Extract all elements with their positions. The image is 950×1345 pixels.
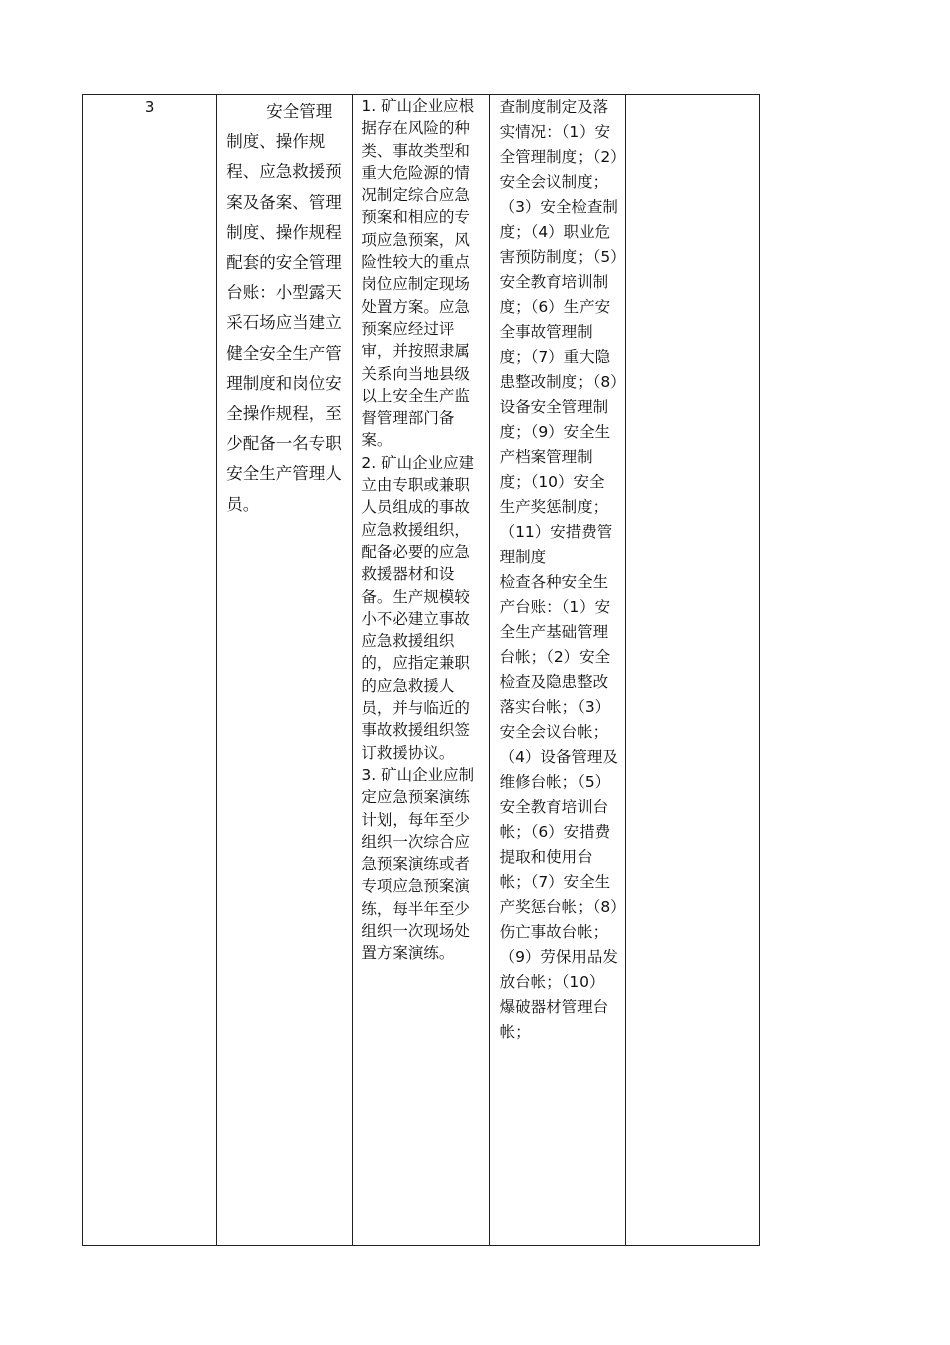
basis-item-2: 2. 矿山企业应建立由专职或兼职人员组成的事故应急救援组织，配备必要的应急救援器材和设备。生产规模较小不必建立事故应急救援组织的，应指定兼职的应急救援人员，并与临近的事故救援组织签订救援协议。 xyxy=(361,453,475,762)
inspection-table xyxy=(82,94,760,1246)
requirement-text: 安全管理制度、操作规程、应急救援预案及备案、管理制度、操作规程配套的安全管理台账：小型露天采石场应当建立健全安全生产管理制度和岗位安全操作规程，至少配备一名专职安全生产管理人员。 xyxy=(226,102,342,514)
basis-item-3: 3. 矿山企业应制定应急预案演练计划，每年至少组织一次综合应急预案演练或者专项应急预案演练，每半年至少组织一次现场处置方案演练。 xyxy=(361,765,475,963)
row-number-cell xyxy=(83,95,217,1246)
row-number: 3 xyxy=(144,98,155,116)
requirement-cell xyxy=(217,95,353,1246)
result-cell xyxy=(625,95,759,1246)
basis-cell xyxy=(353,95,489,1246)
method-item-2: 检查各种安全生产台账：（1）安全生产基础管理台帐；（2）安全检查及隐患整改落实台帐；（3）安全会议台帐；（4）设备管理及维修台帐；（5）安全教育培训台帐；（6）安措费提取和使用台帐；（7）安全生产奖惩台帐；（8）伤亡事故台帐；（9）劳保用品发放台帐；（10）爆破器材管理台帐； xyxy=(499,573,618,1041)
method-item-1: 查制度制定及落实情况：（1）安全管理制度；（2）安全会议制度；（3）安全检查制度；（4）职业危害预防制度；（5）安全教育培训制度；（6）生产安全事故管理制度；（7）重大隐患整改制度；（8）设备安全管理制度；（9）安全生产档案管理制度；（10）安全生产奖惩制度；（11）安措费管理制度 xyxy=(499,98,618,566)
method-cell xyxy=(489,95,625,1246)
basis-item-1: 1. 矿山企业应根据存在风险的种类、事故类型和重大危险源的情况制定综合应急预案和相应的专项应急预案，风险性较大的重点岗位应制定现场处置方案。应急预案应经过评审，并按照隶属关系向当地县级以上安全生产监督管理部门备案。 xyxy=(361,97,475,450)
table-row xyxy=(83,95,760,1246)
